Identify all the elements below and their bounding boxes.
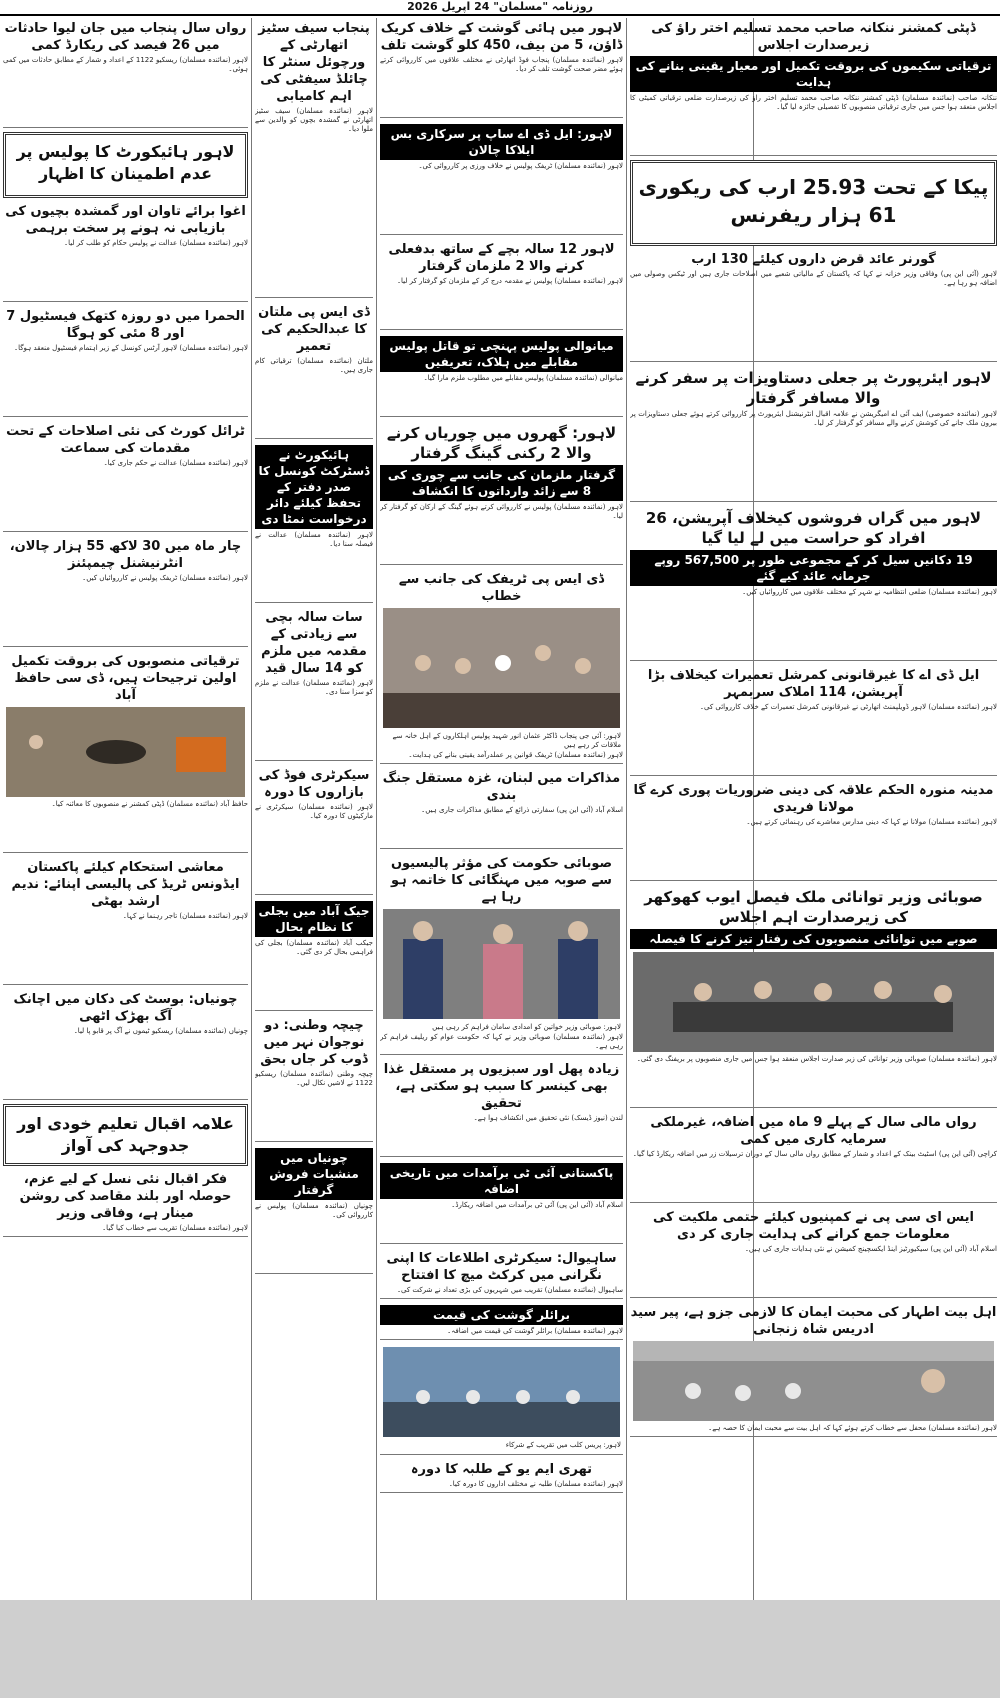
headline: تھری ایم یو کے طلبہ کا دورہ (410, 1462, 593, 1477)
headline: چار ماہ میں 30 لاکھ 55 ہزار چالان، انٹرنیشنل چیمپئنز (9, 539, 242, 571)
article (380, 1248, 623, 1299)
headline: گورنر عائد قرض داروں کیلئے 130 ارب (691, 252, 936, 267)
article (630, 665, 997, 776)
headline: لاہور: گھروں میں چوریاں کرنے والا 2 رکنی گینگ گرفتار (386, 424, 617, 462)
article (380, 1059, 623, 1157)
article-body: لاہور (نمائندہ مسلمان) سیکرٹری نے مارکیٹوں کا دورہ کیا۔ (255, 803, 373, 820)
article-body: اسلام آباد (آئی این پی) سیکیورٹیز اینڈ ایکسچینج کمیشن نے نئی ہدایات جاری کی ہیں۔ (744, 1245, 997, 1253)
article (630, 885, 997, 1108)
column-center-right (377, 18, 626, 1600)
article (380, 768, 623, 849)
article (380, 1303, 623, 1340)
article (380, 421, 623, 565)
headline: صوبائی وزیر توانائی ملک فیصل ایوب کھوکھر کی زیرصدارت اہم اجلاس (644, 888, 983, 926)
subheadline: صوبے میں توانائی منصوبوں کی رفتار تیز کرنے کا فیصلہ (630, 929, 997, 949)
article-body: لاہور (نمائندہ مسلمان) لاہور ڈویلپمنٹ اتھارٹی نے غیرقانونی کمرشل تعمیرات کے خلاف کارروائی کی۔ (699, 703, 997, 711)
article (380, 239, 623, 330)
article-body: اسلام آباد (آئی این پی) سفارتی ذرائع کے مطابق مذاکرات جاری ہیں۔ (421, 806, 623, 814)
article (380, 334, 623, 417)
article-body: لاہور (نمائندہ مسلمان) محفل سے خطاب کرتے ہوئے کہا کہ اہل بیت سے محبت ایمان کا حصہ ہے۔ (708, 1424, 997, 1432)
column-right (627, 18, 1000, 1600)
headline: ترقیاتی منصوبوں کی بروقت تکمیل اولین ترجیحات ہیں، ڈی سی حافظ آباد (11, 654, 240, 703)
gathering-photo (633, 1341, 994, 1421)
headline: ڈی ایس پی ٹریفک کی جانب سے خطاب (398, 572, 605, 604)
article (3, 306, 248, 417)
article-body: لاہور (نمائندہ مسلمان) تاجر رہنما نے کہا۔ (122, 912, 248, 920)
article (3, 857, 248, 985)
article-body: لاہور (نمائندہ مسلمان) پولیس نے کارروائی کرتے ہوئے گینگ کے ارکان کو گرفتار کر لیا۔ (380, 503, 623, 520)
article-body: ننکانہ صاحب (نمائندہ مسلمان) ڈپٹی کمشنر ننکانہ صاحب محمد تسلیم اختر راؤ کی زیرصدارت ضلعی ترقیاتی کمیٹی کا اجلاس منعقد ہوا جس میں جاری ترقیاتی منصوبوں کا تفصیلی جائزہ لیا گیا۔ (630, 94, 997, 111)
article-body: چونیاں (نمائندہ مسلمان) ریسکیو ٹیموں نے آگ پر قابو پا لیا۔ (73, 1027, 248, 1035)
article (380, 569, 623, 764)
article (630, 780, 997, 881)
headline: صوبائی حکومت کی مؤثر پالیسیوں سے صوبہ میں مہنگائی کا خاتمہ ہو رہا ہے (390, 856, 613, 905)
article (380, 1161, 623, 1244)
headline: الحمرا میں دو روزہ کتھک فیسٹیول 7 اور 8 مئی کو ہوگا (6, 309, 245, 341)
headline: چونیاں میں منشیات فروش گرفتار (255, 1148, 373, 1200)
masthead-rule (0, 14, 1000, 16)
headline: میانوالی پولیس پہنچی تو قاتل پولیس مقابلے میں ہلاک، تعریفیں (380, 336, 623, 372)
article-body: لاہور (نمائندہ مسلمان) برائلر گوشت کی قیمت میں اضافہ۔ (447, 1327, 623, 1335)
news-photo (383, 1347, 620, 1437)
headline: ڈی ایس پی ملتان کا عبدالحکیم کی تعمیر (258, 305, 370, 354)
article (380, 1459, 623, 1493)
article (3, 201, 248, 302)
headline: مدینہ منورہ الحکم علاقہ کی دینی ضروریات پوری کرے گا مولانا فریدی (633, 783, 994, 815)
headline: ہائیکورٹ نے ڈسٹرکٹ کونسل کا صدر دفتر کے تحفظ کیلئے دائر درخواست نمٹا دی (255, 445, 373, 529)
subheadline: 19 دکانیں سیل کر کے مجموعی طور پر 567,500 روپے جرمانہ عائد کیے گئے (630, 550, 997, 586)
article-body: ساہیوال (نمائندہ مسلمان) تقریب میں شہریوں کی بڑی تعداد نے شرکت کی۔ (396, 1286, 623, 1294)
headline: پنجاب سیف سٹیز اتھارٹی کے ورچوئل سنٹر کا چائلڈ سیفٹی کی اہم کامیابی (258, 21, 370, 104)
news-photo (383, 909, 620, 1019)
article (255, 302, 373, 439)
meeting-photo (633, 952, 994, 1052)
article (255, 899, 373, 1011)
headline: سات سالہ بچی سے زیادتی کے مقدمہ میں ملزم کو 14 سال قید (261, 610, 367, 676)
article (255, 607, 373, 761)
column-left (0, 18, 251, 1600)
headline: اغوا برائے تاوان اور گمشدہ بچیوں کی بازیابی نہ ہونے پر سخت برہمی (5, 204, 246, 236)
article-body: لاہور (نمائندہ مسلمان) ٹریفک پولیس نے خلاف ورزی پر کارروائی کی۔ (418, 162, 623, 170)
article (380, 18, 623, 118)
article (3, 18, 248, 128)
headline: مذاکرات میں لبنان، غزہ مستقل جنگ بندی (382, 771, 621, 803)
page-margin (0, 1600, 1000, 1698)
article (3, 651, 248, 853)
article (255, 1015, 373, 1142)
article (630, 18, 997, 156)
masthead: روزنامہ "مسلمان" 24 اپریل 2026 (407, 0, 593, 13)
article (380, 122, 623, 235)
article-body: لاہور (نمائندہ مسلمان) مولانا نے کہا کہ دینی مدارس معاشرے کی رہنمائی کرتے ہیں۔ (746, 818, 997, 826)
article-body: لاہور (نمائندہ مسلمان) پولیس نے مقدمہ درج کر کے ملزمان کو گرفتار کر لیا۔ (396, 277, 623, 285)
banner-headline: علامہ اقبال تعلیم خودی اور جدوجہد کی آواز (3, 1104, 248, 1166)
meeting-photo (383, 608, 620, 728)
article (255, 443, 373, 603)
article-body: لاہور (نمائندہ مسلمان) ٹریفک پولیس نے کارروائیاں کیں۔ (82, 574, 248, 582)
headline: لاہور: ایل ڈی اے ساپ پر سرکاری بس ایلاکا چالان (380, 124, 623, 160)
article (630, 1112, 997, 1203)
article-body: لاہور (نمائندہ مسلمان) صوبائی وزیر توانائی کی زیر صدارت اجلاس منعقد ہوا جس میں جاری منصوبوں پر بریفنگ دی گئی۔ (636, 1055, 997, 1063)
news-photo (6, 707, 245, 797)
article-body: لاہور (نمائندہ مسلمان) عدالت نے پولیس حکام کو طلب کر لیا۔ (63, 239, 248, 247)
article (3, 421, 248, 532)
headline: رواں سال پنجاب میں جان لیوا حادثات میں 26 فیصد کی ریکارڈ کمی (4, 21, 247, 53)
article (380, 1344, 623, 1455)
article-body: لاہور (نمائندہ مسلمان) ٹریفک قوانین پر عملدرآمد یقینی بنانے کی ہدایت۔ (408, 751, 623, 759)
article-body: کراچی (آئی این پی) اسٹیٹ بینک کے اعداد و شمار کے مطابق رواں مالی سال کے دوران ترسیلات زر میں اضافہ ریکارڈ کیا گیا۔ (632, 1150, 997, 1158)
article-body: لاہور (نمائندہ مسلمان) ضلعی انتظامیہ نے شہر کے مختلف علاقوں میں کارروائیاں کیں۔ (742, 588, 997, 596)
photo-caption: لاہور: آئی جی پنجاب ڈاکٹر عثمان انور شہید پولیس اہلکاروں کے اہل خانہ سے ملاقات کر رہے ہیں (392, 732, 621, 749)
officials-photo (383, 909, 620, 1019)
headline: چونیاں: بوسٹ کی دکان میں اچانک آگ بھڑک اٹھی (13, 992, 238, 1024)
headline: ٹرائل کورٹ کی نئی اصلاحات کے تحت مقدمات کی سماعت (6, 424, 245, 456)
article-body: چیچہ وطنی (نمائندہ مسلمان) ریسکیو 1122 نے لاشیں نکال لیں۔ (255, 1070, 373, 1087)
article-body: لاہور (نمائندہ مسلمان) عدالت نے ملزم کو سزا سنا دی۔ (255, 679, 373, 696)
article (255, 765, 373, 895)
news-photo (633, 1341, 994, 1421)
headline: اہل بیت اطہار کی محبت ایمان کا لازمی جزو ہے، پیر سید ادریس شاہ زنجانی (630, 1305, 997, 1337)
article (3, 536, 248, 647)
column-center-left (252, 18, 376, 1600)
headline: برائلر گوشت کی قیمت (380, 1305, 623, 1325)
article (3, 1169, 248, 1237)
article-body: جیکب آباد (نمائندہ مسلمان) بجلی کی فراہمی بحال کر دی گئی۔ (255, 939, 373, 956)
headline: سیکرٹری فوڈ کی بازاروں کا دورہ (258, 768, 370, 800)
photo-caption: لاہور: پریس کلب میں تقریب کے شرکاء (505, 1441, 621, 1449)
headline: ساہیوال: سیکرٹری اطلاعات کا اپنی نگرانی میں کرکٹ میچ کا افتتاح (386, 1251, 617, 1283)
article (380, 853, 623, 1055)
banner-headline: پیکا کے تحت 25.93 ارب کی ریکوری 61 ہزار ریفرنس (630, 160, 997, 246)
article-body: حافظ آباد (نمائندہ مسلمان) ڈپٹی کمشنر نے منصوبوں کا معائنہ کیا۔ (51, 800, 248, 808)
article-body: لاہور (نمائندہ مسلمان) عدالت نے فیصلہ سنا دیا۔ (255, 531, 373, 548)
article-body: لاہور (نمائندہ مسلمان) ریسکیو 1122 کے اعداد و شمار کے مطابق حادثات میں کمی ہوئی۔ (3, 56, 248, 73)
article-body: لاہور (نمائندہ خصوصی) ایف آئی اے امیگریشن نے علامہ اقبال انٹرنیشنل ایئرپورٹ پر کارروائی کرتے ہوئے جعلی دستاویزات پر بیرون ملک جانے کی کوشش کرنے والے مسافر کو گرفتار کر لیا۔ (630, 410, 997, 427)
article-body: لاہور (آئی این پی) وفاقی وزیر خزانہ نے کہا کہ پاکستان کے مالیاتی شعبے میں اصلاحات جاری ہیں اور ٹیکس وصولی میں اضافہ ہو رہا ہے۔ (630, 270, 997, 287)
article-body: لندن (نیوز ڈیسک) نئی تحقیق میں انکشاف ہوا ہے۔ (473, 1114, 623, 1122)
article-body: لاہور (نمائندہ مسلمان) سیف سٹیز اتھارٹی نے گمشدہ بچوں کو والدین سے ملوا دیا۔ (255, 107, 373, 133)
article-body: لاہور (نمائندہ مسلمان) پنجاب فوڈ اتھارٹی نے مختلف علاقوں میں کارروائی کرتے ہوئے مضر صحت گوشت تلف کر دیا۔ (380, 56, 623, 73)
article-body: میانوالی (نمائندہ مسلمان) پولیس مقابلے میں مطلوب ملزم مارا گیا۔ (423, 374, 623, 382)
article (630, 366, 997, 502)
headline: ڈپٹی کمشنر ننکانہ صاحب محمد تسلیم اختر راؤ کی زیرصدارت اجلاس (651, 21, 976, 53)
article (255, 1146, 373, 1274)
headline: لاہور ایئرپورٹ پر جعلی دستاویزات پر سفر کرنے والا مسافر گرفتار (635, 369, 992, 407)
article-body: لاہور (نمائندہ مسلمان) تقریب سے خطاب کیا گیا۔ (102, 1224, 248, 1232)
article-body: لاہور (نمائندہ مسلمان) طلبہ نے مختلف اداروں کا دورہ کیا۔ (448, 1480, 623, 1488)
article-body: ملتان (نمائندہ مسلمان) ترقیاتی کام جاری ہیں۔ (255, 357, 373, 374)
headline: ایل ڈی اے کا غیرقانونی کمرشل تعمیرات کیخلاف بڑا آپریشن، 114 املاک سربمہر (647, 668, 980, 700)
headline: معاشی استحکام کیلئے پاکستان ایڈونس ٹریڈ کی پالیسی اپنائے: ندیم ارشد بھٹی (11, 860, 240, 909)
headline: زیادہ پھل اور سبزیوں پر مستقل غذا بھی کینسر کا سبب ہو سکتی ہے، تحقیق (383, 1062, 620, 1111)
headline: ایس ای سی پی نے کمپنیوں کیلئے حتمی ملکیت کی معلومات جمع کرانے کی ہدایت جاری کر دی (652, 1210, 975, 1242)
photo-caption: لاہور: صوبائی وزیر خواتین کو امدادی سامان فراہم کر رہی ہیں (432, 1023, 621, 1031)
headline: جیک آباد میں بجلی کا نظام بحال (255, 901, 373, 937)
article-body: اسلام آباد (آئی این پی) آئی ٹی برآمدات میں اضافہ ریکارڈ۔ (451, 1201, 623, 1209)
headline: لاہور 12 سالہ بچے کے ساتھ بدفعلی کرنے والا 2 ملزمان گرفتار (388, 242, 615, 274)
article (630, 249, 997, 362)
article (255, 18, 373, 298)
headline: فکر اقبال نئی نسل کے لیے عزم، حوصلہ اور بلند مقاصد کی روشن مینار ہے، وفاقی وزیر (19, 1172, 232, 1221)
event-photo (383, 1347, 620, 1437)
article-body: لاہور (نمائندہ مسلمان) صوبائی وزیر نے کہا کہ حکومت عوام کو ریلیف فراہم کر رہی ہے۔ (380, 1033, 623, 1050)
headline: لاہور میں گراں فروشوں کیخلاف آپریشن، 26 افراد کو حراست میں لے لیا گیا (645, 509, 982, 547)
headline: چیچہ وطنی: دو نوجوان نہر میں ڈوب کر جاں بحق (260, 1018, 368, 1067)
news-photo (383, 608, 620, 728)
article-body: لاہور (نمائندہ مسلمان) عدالت نے حکم جاری کیا۔ (103, 459, 248, 467)
article (3, 989, 248, 1100)
headline: لاہور میں ہائی گوشت کے خلاف کریک ڈاؤن، 5 من بیف، 450 کلو گوشت تلف (380, 21, 623, 53)
article (630, 1207, 997, 1298)
subheadline: ترقیاتی سکیموں کی بروقت تکمیل اور معیار یقینی بنانے کی ہدایت (630, 56, 997, 92)
article (630, 506, 997, 661)
banner-headline: لاہور ہائیکورٹ کا پولیس پر عدم اطمینان کا اظہار (3, 132, 248, 198)
news-photo (633, 952, 994, 1052)
headline: پاکستانی آئی ٹی برآمدات میں تاریخی اضافہ (380, 1163, 623, 1199)
construction-photo (6, 707, 245, 797)
article-body: چونیاں (نمائندہ مسلمان) پولیس نے کارروائی کی۔ (255, 1202, 373, 1219)
article-body: لاہور (نمائندہ مسلمان) لاہور آرٹس کونسل کے زیر اہتمام فیسٹیول منعقد ہوگا۔ (13, 344, 248, 352)
subheadline: گرفتار ملزمان کی جانب سے چوری کی 8 سے زائد وارداتوں کا انکشاف (380, 465, 623, 501)
headline: رواں مالی سال کے پہلے 9 ماہ میں اضافہ، غیرملکی سرمایہ کاری میں کمی (650, 1115, 977, 1147)
article (630, 1302, 997, 1437)
